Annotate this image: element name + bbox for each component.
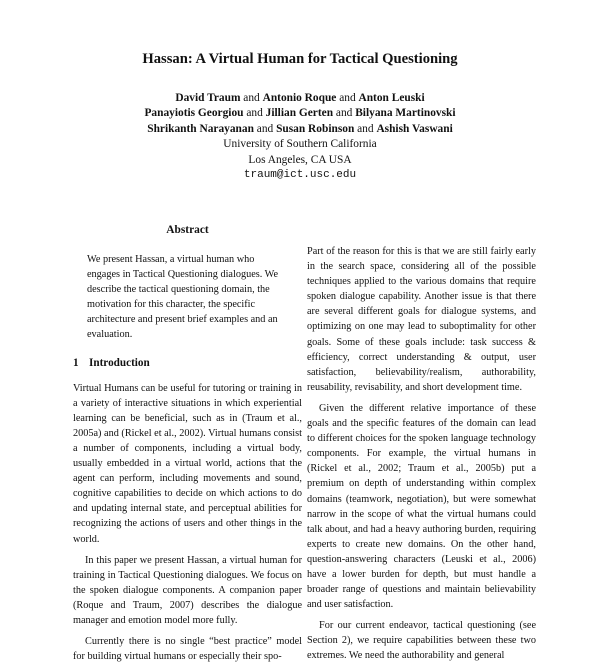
author-separator: and — [336, 92, 359, 104]
author-line-1 — [0, 91, 600, 106]
body-paragraph: For our current endeavor, tactical questioning (see Section 2), we require capabilities between these two extremes. We need the authorability and general — [307, 620, 536, 662]
abstract-text: We present Hassan, a virtual human who engages in Tactical Questioning dialogues. We describe the tactical questioning domain, the motivation for this character, the specific architecture and present brief examples and an evaluation. — [87, 254, 279, 341]
author-name: Anton Leuski — [358, 92, 425, 104]
author-name: Jillian Gerten — [265, 107, 334, 120]
author-separator: and — [333, 107, 356, 120]
author-name: Panayiotis Georgiou — [144, 107, 244, 120]
author-name: Bilyana Martinovski — [355, 107, 456, 120]
right-column — [307, 244, 536, 664]
author-name: David Traum — [175, 92, 241, 104]
section-heading-introduction — [73, 356, 302, 371]
email-address: traum@ict.usc.edu — [243, 169, 357, 182]
author-block — [0, 91, 600, 183]
intro-paragraph: In this paper we present Hassan, a virtual human for training in Tactical Questioning dialogues. We focus on the spoken dialogue components. A companion paper (Roque and Traum, 2007) describes the dialogue manager and emotion model more fully. — [73, 554, 302, 626]
left-column — [73, 223, 302, 664]
author-name: Susan Robinson — [276, 122, 355, 135]
section-number: 1 — [73, 356, 79, 369]
author-line-2 — [0, 106, 600, 121]
author-separator: and — [240, 92, 263, 104]
intro-paragraph: Virtual Humans can be useful for tutoring or training in a variety of interactive situations in which experiential learning can be beneficial, such as in (Traum et al., 2005a) and (Rickel et al., 2002). Virtual humans consist a number of components, including a virtual body, usually embedded in a virtual world, actions that the agent can perform, including movements and sound, cognitive capabilities to decide on which actions to do and updating internal state, and perceptual abilities for recognizing the actions of users and other things in the world. — [73, 382, 302, 545]
location: Los Angeles, CA USA — [248, 153, 352, 166]
intro-paragraph: Currently there is no single “best practice” model for building virtual humans or especially their spo- — [73, 636, 302, 663]
author-name: Ashish Vaswani — [376, 122, 453, 135]
body-paragraph: Given the different relative importance of these goals and the specific features of the domain can lead to different choices for the spoken language technology components. For example, the virtual humans in (Rickel et al., 2002; Traum et al., 2005b) put a premium on depth of understanding within complex domains (teamwork, negotiation), but were somewhat narrow in the scope of what the virtual humans could talk about, and had a heavy authoring burden, requiring experts to create new domains. On the other hand, question-answering characters (Leuski et al., 2006) have a lower burden for depth, but must handle a broader range of questions and maintain believability and user satisfaction. — [307, 402, 536, 611]
author-name: Antonio Roque — [262, 92, 337, 104]
author-name: Shrikanth Narayanan — [147, 122, 254, 135]
paper-title: Hassan: A Virtual Human for Tactical Questioning — [142, 51, 458, 67]
affiliation: University of Southern California — [223, 138, 377, 151]
author-separator: and — [253, 122, 277, 135]
author-separator: and — [243, 107, 266, 120]
body-paragraph: Part of the reason for this is that we are still fairly early in the search space, considering all of the possible techniques applied to the various domains that require spoken dialogue capability. Another issue is that there are several different goals for dialogue systems, and optimizing on one may lead to suboptimality for other goals. Some of these goals include: task success & efficiency, correct understanding & output, user satisfaction, believability/realism, authorability, reusability, revisability, and short development time. — [307, 246, 536, 393]
author-separator: and — [354, 122, 377, 135]
author-line-3 — [0, 122, 600, 137]
abstract-heading: Abstract — [166, 224, 209, 236]
section-title: Introduction — [89, 356, 150, 369]
